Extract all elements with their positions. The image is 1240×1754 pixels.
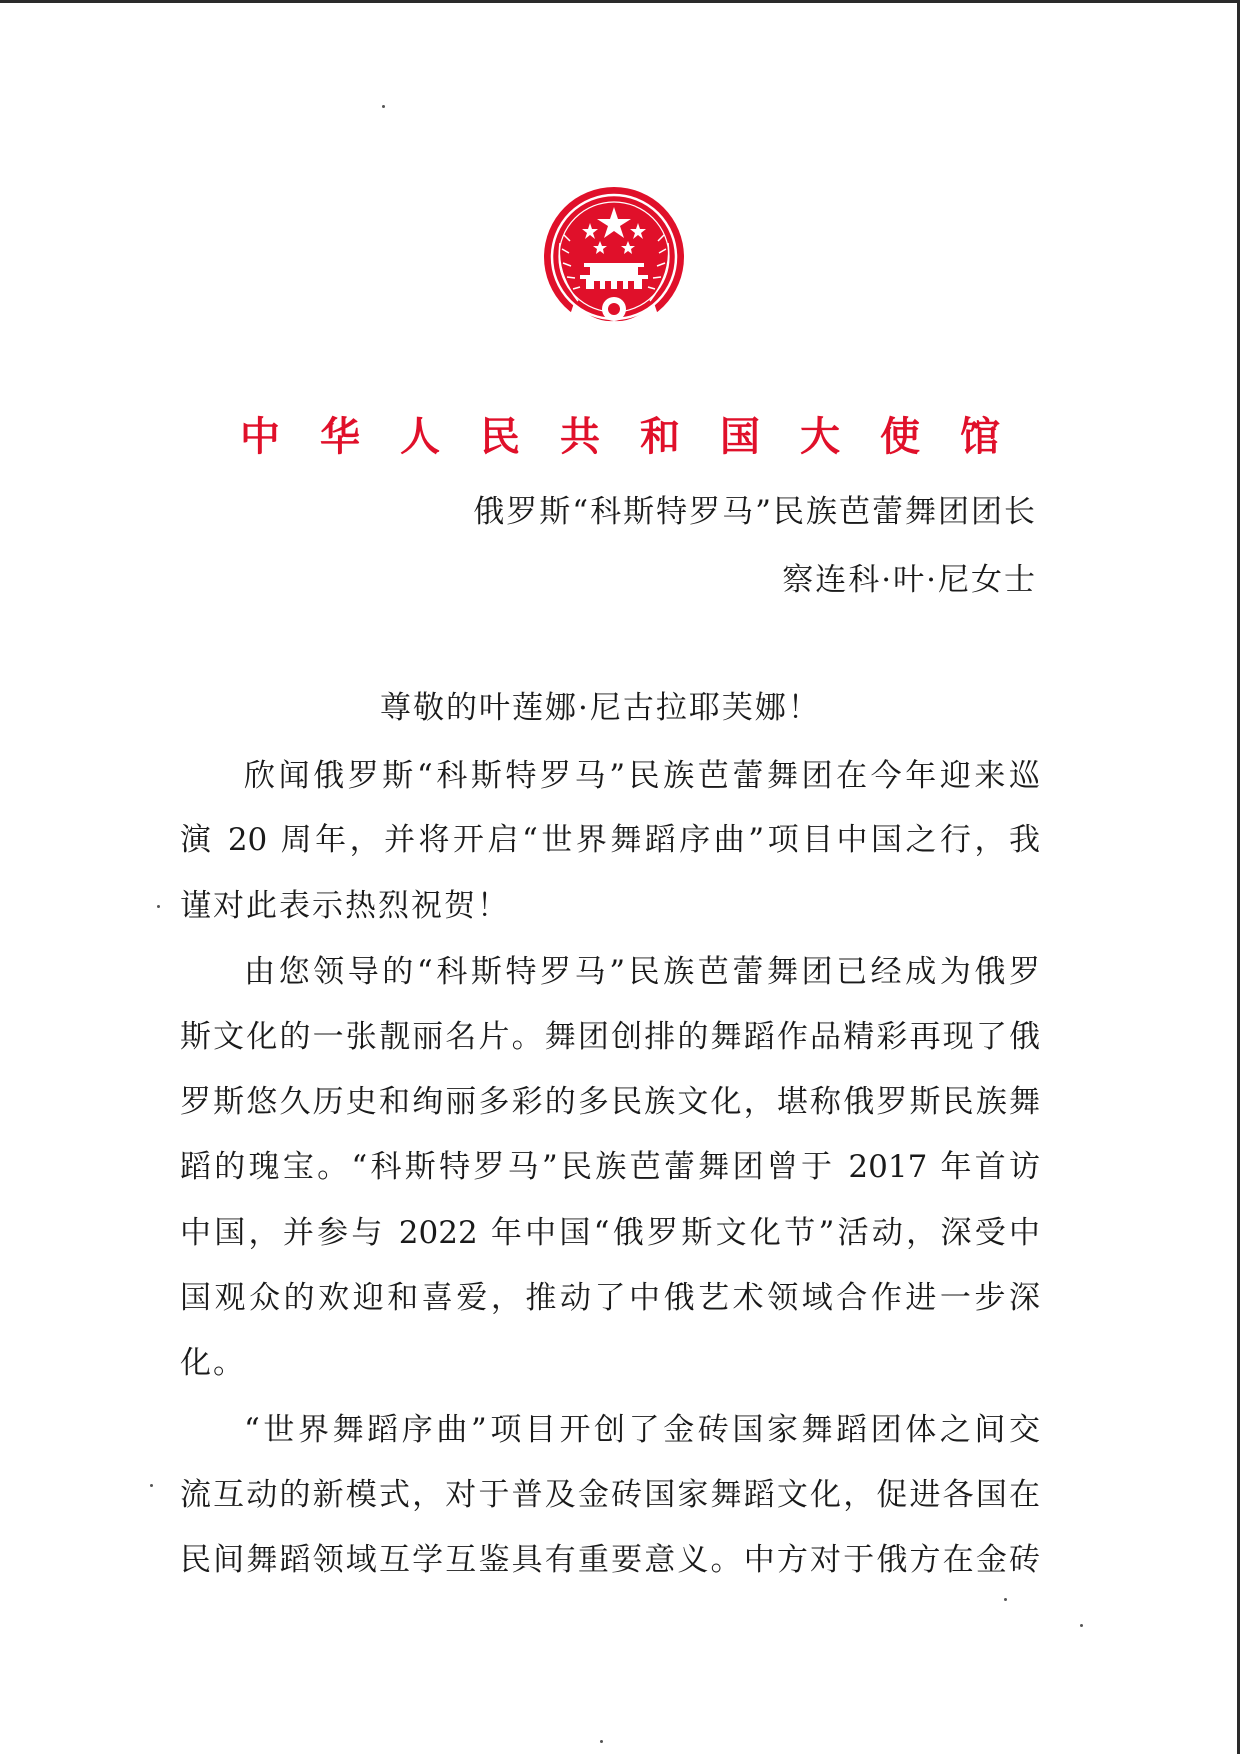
body-line: 流互动的新模式，对于普及金砖国家舞蹈文化，促进各国在 [180, 1477, 1040, 1513]
scan-edge-top [0, 0, 1240, 3]
body-line: 蹈的瑰宝。“科斯特罗马”民族芭蕾舞团曾于 2017 年首访 [180, 1149, 1040, 1185]
recipient-name: 察连科·叶·尼女士 [782, 562, 1037, 598]
title-char: 使 [880, 413, 920, 460]
scan-speck [150, 1484, 153, 1487]
scan-speck [1004, 1598, 1007, 1601]
title-char: 中 [240, 413, 280, 460]
embassy-title [240, 405, 1000, 461]
body-line: 中国，并参与 2022 年中国“俄罗斯文化节”活动，深受中 [180, 1215, 1040, 1251]
body-line: 化。 [180, 1345, 246, 1381]
scan-speck [600, 1740, 603, 1743]
scan-speck [157, 905, 160, 908]
body-line: 欣闻俄罗斯“科斯特罗马”民族芭蕾舞团在今年迎来巡 [244, 758, 1040, 794]
body-line: 罗斯悠久历史和绚丽多彩的多民族文化，堪称俄罗斯民族舞 [180, 1084, 1040, 1120]
body-line: 斯文化的一张靓丽名片。舞团创排的舞蹈作品精彩再现了俄 [180, 1019, 1040, 1055]
body-line: 国观众的欢迎和喜爱，推动了中俄艺术领域合作进一步深 [180, 1280, 1040, 1316]
body-line: 谨对此表示热烈祝贺！ [180, 888, 510, 924]
title-char: 共 [560, 413, 600, 460]
title-char: 馆 [960, 413, 1000, 460]
scan-speck [1080, 1624, 1083, 1627]
title-char: 和 [640, 413, 680, 460]
national-emblem-icon [538, 183, 690, 335]
recipient-title: 俄罗斯“科斯特罗马”民族芭蕾舞团团长 [473, 494, 1037, 530]
body-line: “世界舞蹈序曲”项目开创了金砖国家舞蹈团体之间交 [244, 1412, 1040, 1448]
title-char: 大 [800, 413, 840, 460]
body-line: 演 20 周年，并将开启“世界舞蹈序曲”项目中国之行，我 [180, 822, 1040, 858]
title-char: 民 [480, 413, 520, 460]
scan-speck [382, 105, 385, 108]
body-line: 由您领导的“科斯特罗马”民族芭蕾舞团已经成为俄罗 [244, 954, 1040, 990]
title-char: 人 [400, 413, 440, 460]
title-char: 华 [320, 413, 360, 460]
body-line: 民间舞蹈领域互学互鉴具有重要意义。中方对于俄方在金砖 [180, 1542, 1040, 1578]
salutation: 尊敬的叶莲娜·尼古拉耶芙娜！ [380, 690, 821, 726]
title-char: 国 [720, 413, 760, 460]
